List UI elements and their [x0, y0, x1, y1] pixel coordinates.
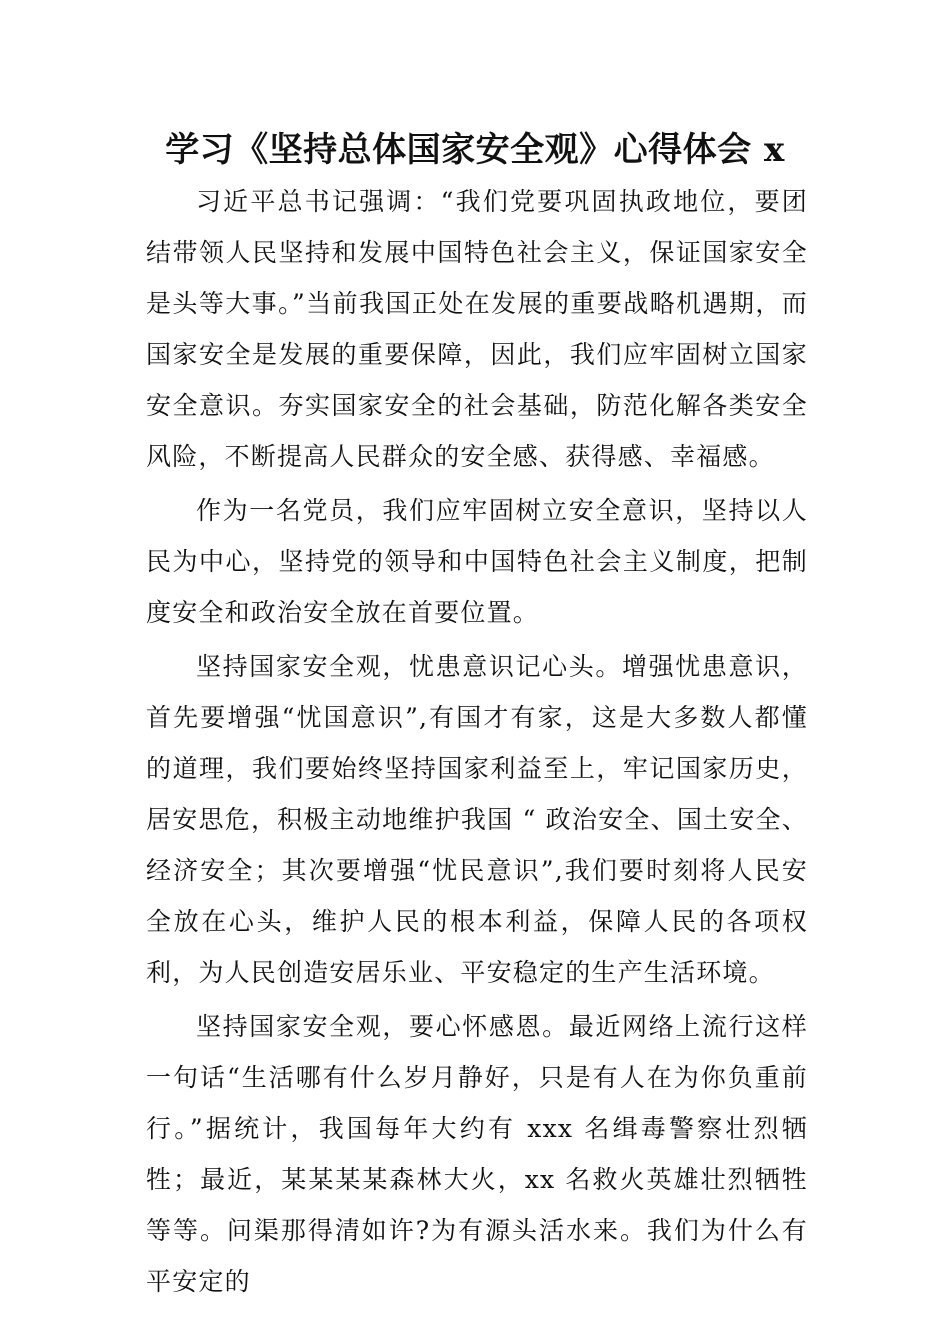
paragraph-4: 坚持国家安全观，要心怀感恩。最近网络上流行这样一句话“生活哪有什么岁月静好，只是有人在为你负重前行。”据统计，我国每年大约有 xxx 名缉毒警察壮烈牺牲；最近，某某某某森林大火，xx 名救火英雄壮烈牺牲等等。问渠那得清如许?为有源头活水来。我们为什么有平安定的 — [146, 1012, 808, 1296]
paragraph-3: 坚持国家安全观，忧患意识记心头。增强忧患意识，首先要增强“忧国意识”,有国才有家，这是大多数人都懂的道理，我们要始终坚持国家利益至上，牢记国家历史，居安思危，积极主动地维护我国 “ 政治安全、国土安全、经济安全；其次要增强“忧民意识”,我们要时刻将人民安全放在心头，维护人民的根本利益，保障人民的各项权利，为人民创造安居乐业、平安稳定的生产生活环境。 — [146, 652, 808, 987]
paragraph-1: 习近平总书记强调：“我们党要巩固执政地位，要团结带领人民坚持和发展中国特色社会主义，保证国家安全是头等大事。”当前我国正处在发展的重要战略机遇期，而国家安全是发展的重要保障，因此，我们应牢固树立国家安全意识。夯实国家安全的社会基础，防范化解各类安全风险，不断提高人民群众的安全感、获得感、幸福感。 — [146, 187, 808, 471]
document-title: 学习《坚持总体国家安全观》心得体会 x — [165, 130, 785, 170]
paragraph-2: 作为一名党员，我们应牢固树立安全意识，坚持以人民为中心，坚持党的领导和中国特色社会主义制度，把制度安全和政治安全放在首要位置。 — [146, 496, 808, 627]
document-body — [146, 176, 808, 1310]
